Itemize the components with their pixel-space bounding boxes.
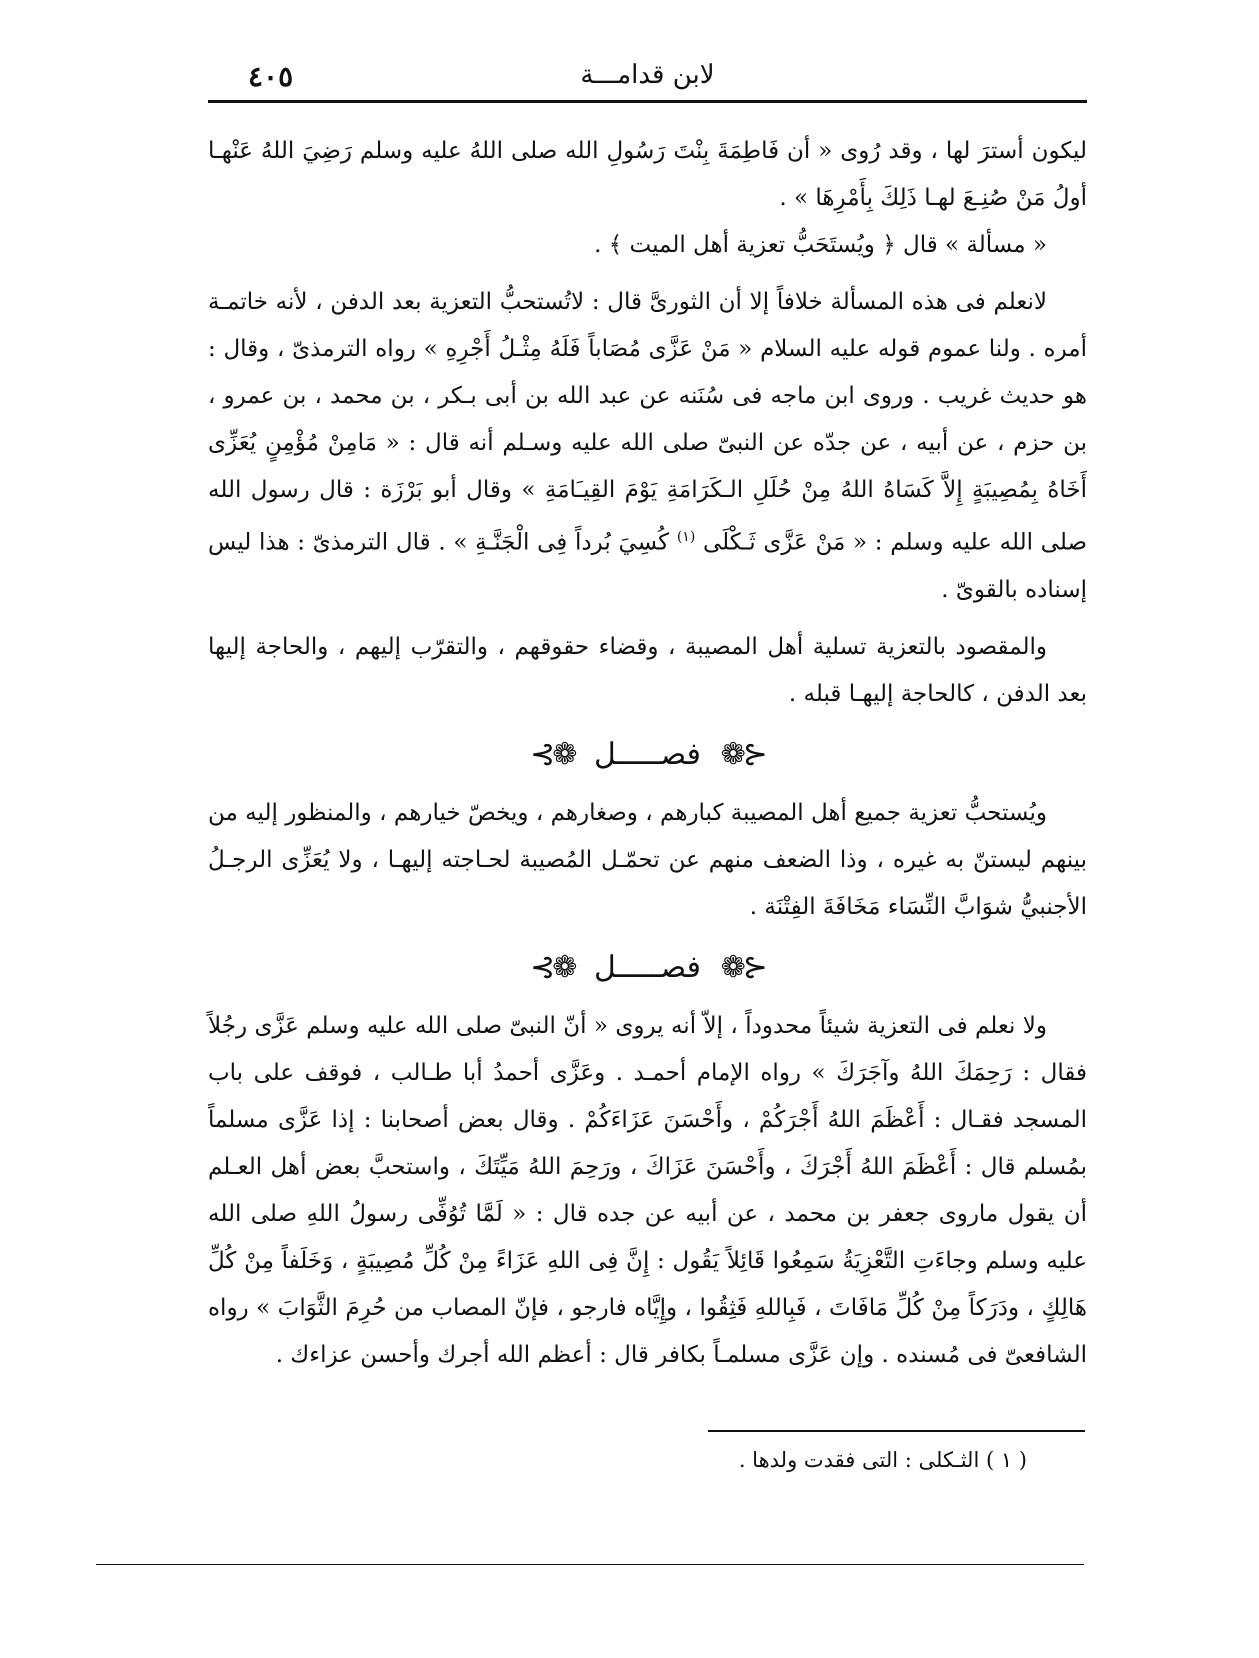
footnote-marker: (١) (676, 529, 696, 545)
spacer (208, 614, 1087, 624)
paragraph-text: لانعلم فى هذه المسألة خلافاً إلا أن الثورىَّ قال : لاتُستحبُّ التعزية بعد الدفن ، لأنه خاتمـة أمره . ولنا عموم قوله عليه السلام « مَنْ عَزَّى مُصَاباً فَلَهُ مِثْـلُ أَجْرِهِ » رواه الترمذىّ ، وقال : هو حديث غريب . وروى ابن ماجه فى سُنَنه عن عبد الله بن أبى بـكر ، بن محمد ، بن عمرو ، بن حزم ، عن أبيه ، عن جدّه عن النبىّ صلى الله عليه وسـلم أنه قال : « مَامِنْ مُؤْمِنٍ يُعَزِّى أَخَاهُ بِمُصِيبَةٍ إِلاَّ كَسَاهُ اللهُ مِنْ حُلَلِ الـكَرَامَةِ يَوْمَ القِيـَامَةِ » وقال أبو بَرْزَة : قال رسول الله صلى الله عليه وسلم : « مَنْ عَزَّى ثَـكْلَى (208, 289, 1088, 556)
ornament-icon: ⊰❁ (720, 736, 765, 772)
paragraph (208, 279, 1087, 614)
footnote-rule (708, 1430, 1085, 1432)
running-title: لابن قدامـــة (580, 60, 715, 90)
section-heading (208, 939, 1087, 997)
paragraph: ويُستحبُّ تعزية جميع أهل المصيبة كبارهم ، وصغارهم ، ويخصّ خيارهم ، والمنظور إليه من بينهم ليستنّ به غيره ، وذا الضعف منهم عن تحمّـل المُصيبة لحـاجته إليهـا ، ولا يُعَزِّى الرجـلُ الأجنبيُّ شوَابَّ النِّسَاء مَخَافَةَ الفِتْنَة . (208, 799, 1087, 920)
text-line: ليكون أسترَ لها ، وقد رُوى « أن فَاطِمَةَ بِنْتَ رَسُولِ الله صلى اللهُ عليه وسلم رَضِيَ اللهُ عَنْهـا (208, 138, 1087, 164)
text-line: أولُ مَنْ صُنِـعَ لهـا ذَلِكَ بِأَمْرِهَا » . (779, 185, 1087, 211)
section-heading-text: فصـــــل (593, 736, 702, 772)
main-text (208, 128, 1087, 1379)
section-heading (208, 726, 1087, 784)
bottom-rule (96, 1564, 1084, 1565)
paragraph: ولا نعلم فى التعزية شيئاً محدوداً ، إلاّ أنه يروى « أنّ النبىّ صلى الله عليه وسلم عَزَّى رجُلاً فقال : رَحِمَكَ اللهُ وآجَرَكَ » رواه الإمام أحمـد . وعَزَّى أحمدُ أبا طـالب ، فوقف على باب المسجد فقـال : أَعْظَمَ اللهُ أَجْرَكُمْ ، وأَحْسَنَ عَزَاءَكُمْ . وقال بعض أصحابنا : إذا عَزَّى مسلماً بمُسلم قال : أَعْظَمَ اللهُ أَجْرَكَ ، وأَحْسَنَ عَزَاكَ ، ورَحِمَ اللهُ مَيِّتَكَ ، واستحبَّ بعض أهل العـلم أن يقول ماروى جعفر بن محمد ، عن أبيه عن جده قال : « لَمَّا تُوُفِّى رسولُ اللهِ صلى الله عليه وسلم وجاءَتِ التَّعْزِيَةُ سَمِعُوا قَائِلاً يَقُول : إِنَّ فِى اللهِ عَزَاءً مِنْ كُلِّ مُصِيبَةٍ ، وَخَلَفاً مِنْ كُلِّ هَالِكٍ ، ودَرَكاً مِنْ كُلِّ مَافَاتَ ، فَبِاللهِ فَثِقُوا ، وإِيَّاه فارجو ، فإنّ المصاب من حُرِمَ الثَّوَابَ » رواه الشافعىّ فى مُسنده . وإن عَزَّى مسلمـاً بكافر قال : أعظم الله أجرك وأحسن عزاءك . (208, 1012, 1087, 1368)
masala-line: « مسألة » قال ﴿ ويُستَحَبُّ تعزية أهل الميت ﴾ . (594, 232, 1047, 258)
footnote: ( ١ ) الثـكلى : التى فقدت ولدها . (738, 1448, 1027, 1472)
paragraph: والمقصود بالتعزية تسلية أهل المصيبة ، وقضاء حقوقهم ، والتقرّب إليهم ، والحاجة إليها بعد الدفن ، كالحاجة إليهـا قبله . (208, 633, 1087, 707)
section-heading-text: فصـــــل (593, 949, 702, 985)
paragraph-text-end: كُسِيَ بُرداً فِى الْجَنَّـةِ » . قال الترمذىّ : هذا ليس إسناده بالقوىّ . (208, 529, 1087, 603)
page-header (208, 52, 1087, 92)
ornament-icon: ❁⊱ (530, 949, 575, 985)
spacer (208, 269, 1087, 279)
ornament-icon: ⊰❁ (720, 949, 765, 985)
paragraph-continuation (208, 128, 1087, 222)
ornament-icon: ❁⊱ (530, 736, 575, 772)
page-number: ٤٠٥ (248, 60, 294, 93)
header-rule (208, 100, 1087, 103)
